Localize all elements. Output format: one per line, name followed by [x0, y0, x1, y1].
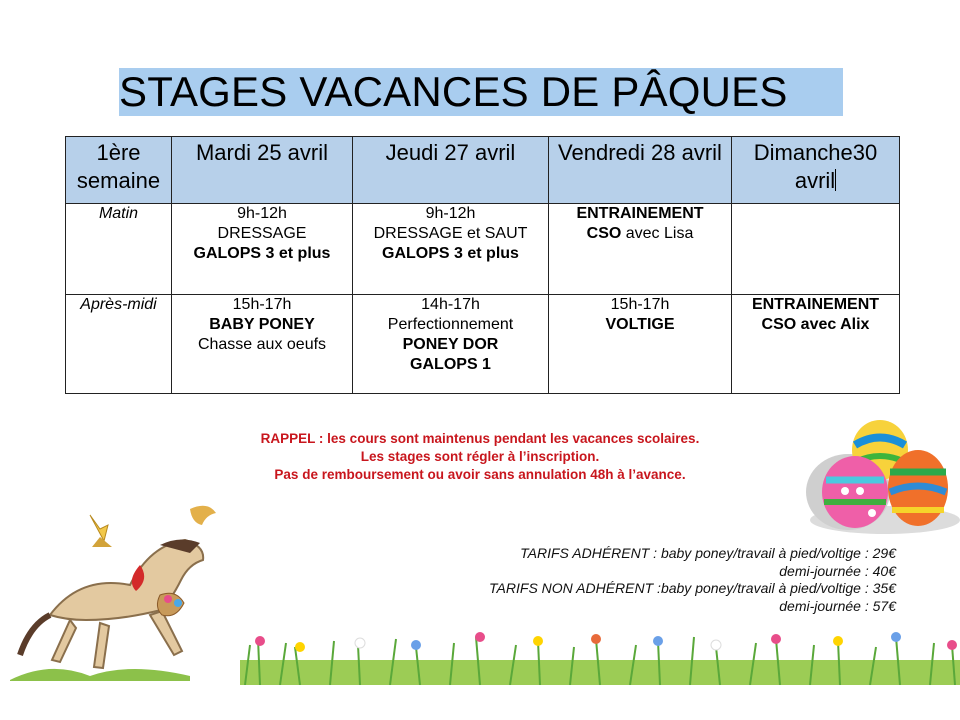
cell-activity: VOLTIGE: [605, 316, 675, 333]
price-non-member-half-day: demi-journée : 57€: [779, 597, 896, 614]
cell-apres-midi-vendredi: [549, 295, 732, 394]
cell-matin-jeudi: [353, 204, 549, 295]
cell-time: 15h-17h: [610, 296, 670, 313]
cell-apres-midi-jeudi: [353, 295, 549, 394]
cell-coach: CSO avec Alix: [761, 316, 870, 333]
header-dimanche: [732, 137, 900, 204]
table-row-apres-midi: [66, 295, 900, 394]
horse-with-easter-basket-illustration: [10, 495, 270, 685]
price-member: TARIFS ADHÉRENT : baby poney/travail à pied/voltige : 29€: [520, 545, 896, 561]
cell-coach: avec Lisa: [621, 225, 694, 242]
cell-activity: ENTRAINEMENT: [576, 205, 704, 222]
cell-activity: BABY PONEY: [209, 316, 315, 333]
header-mardi: Mardi 25 avril: [172, 137, 353, 204]
cell-time: 15h-17h: [232, 296, 292, 313]
table-row-matin: [66, 204, 900, 295]
cell-time: 9h-12h: [425, 205, 476, 222]
grass-and-flowers-border: [240, 625, 960, 685]
cell-level: GALOPS 1: [410, 356, 491, 373]
cell-cso: CSO: [586, 225, 622, 242]
notice-line: Pas de remboursement ou avoir sans annulation 48h à l’avance.: [274, 467, 686, 482]
cell-time: 14h-17h: [421, 296, 480, 313]
page-title: STAGES VACANCES DE PÂQUES: [119, 68, 843, 116]
cell-level: PONEY DOR: [402, 336, 499, 353]
header-vendredi: Vendredi 28 avril: [549, 137, 732, 204]
schedule-table: [65, 136, 900, 394]
header-row: [66, 137, 900, 204]
easter-eggs-illustration: [800, 410, 960, 540]
cell-note: Chasse aux oeufs: [197, 336, 327, 353]
reminder-notice: [170, 430, 790, 484]
cell-level: GALOPS 3 et plus: [382, 245, 519, 262]
text-cursor: [835, 169, 836, 191]
row-label-matin: Matin: [66, 204, 172, 295]
cell-apres-midi-dimanche: [732, 295, 900, 394]
header-dimanche-text: Dimanche30 avril: [753, 140, 878, 193]
header-week: 1ère semaine: [66, 137, 172, 204]
price-non-member: TARIFS NON ADHÉRENT :baby poney/travail à pied/voltige : 35€: [489, 580, 896, 596]
cell-activity: DRESSAGE: [217, 225, 307, 242]
cell-matin-mardi: [172, 204, 353, 295]
cell-level: GALOPS 3 et plus: [193, 245, 331, 262]
cell-matin-vendredi: [549, 204, 732, 295]
cell-time: 9h-12h: [237, 205, 287, 222]
pricing-block: [376, 545, 896, 615]
cell-matin-dimanche: [732, 204, 900, 295]
notice-line: RAPPEL : les cours sont maintenus pendant les vacances scolaires.: [260, 431, 700, 446]
price-member-half-day: demi-journée : 40€: [779, 562, 896, 579]
cell-activity: DRESSAGE et SAUT: [373, 225, 528, 242]
cell-apres-midi-mardi: [172, 295, 353, 394]
cell-activity: Perfectionnement: [387, 316, 514, 333]
cell-activity: ENTRAINEMENT: [751, 296, 880, 313]
header-jeudi: Jeudi 27 avril: [353, 137, 549, 204]
notice-line: Les stages sont régler à l’inscription.: [360, 449, 600, 464]
row-label-apres-midi: Après-midi: [66, 295, 172, 394]
